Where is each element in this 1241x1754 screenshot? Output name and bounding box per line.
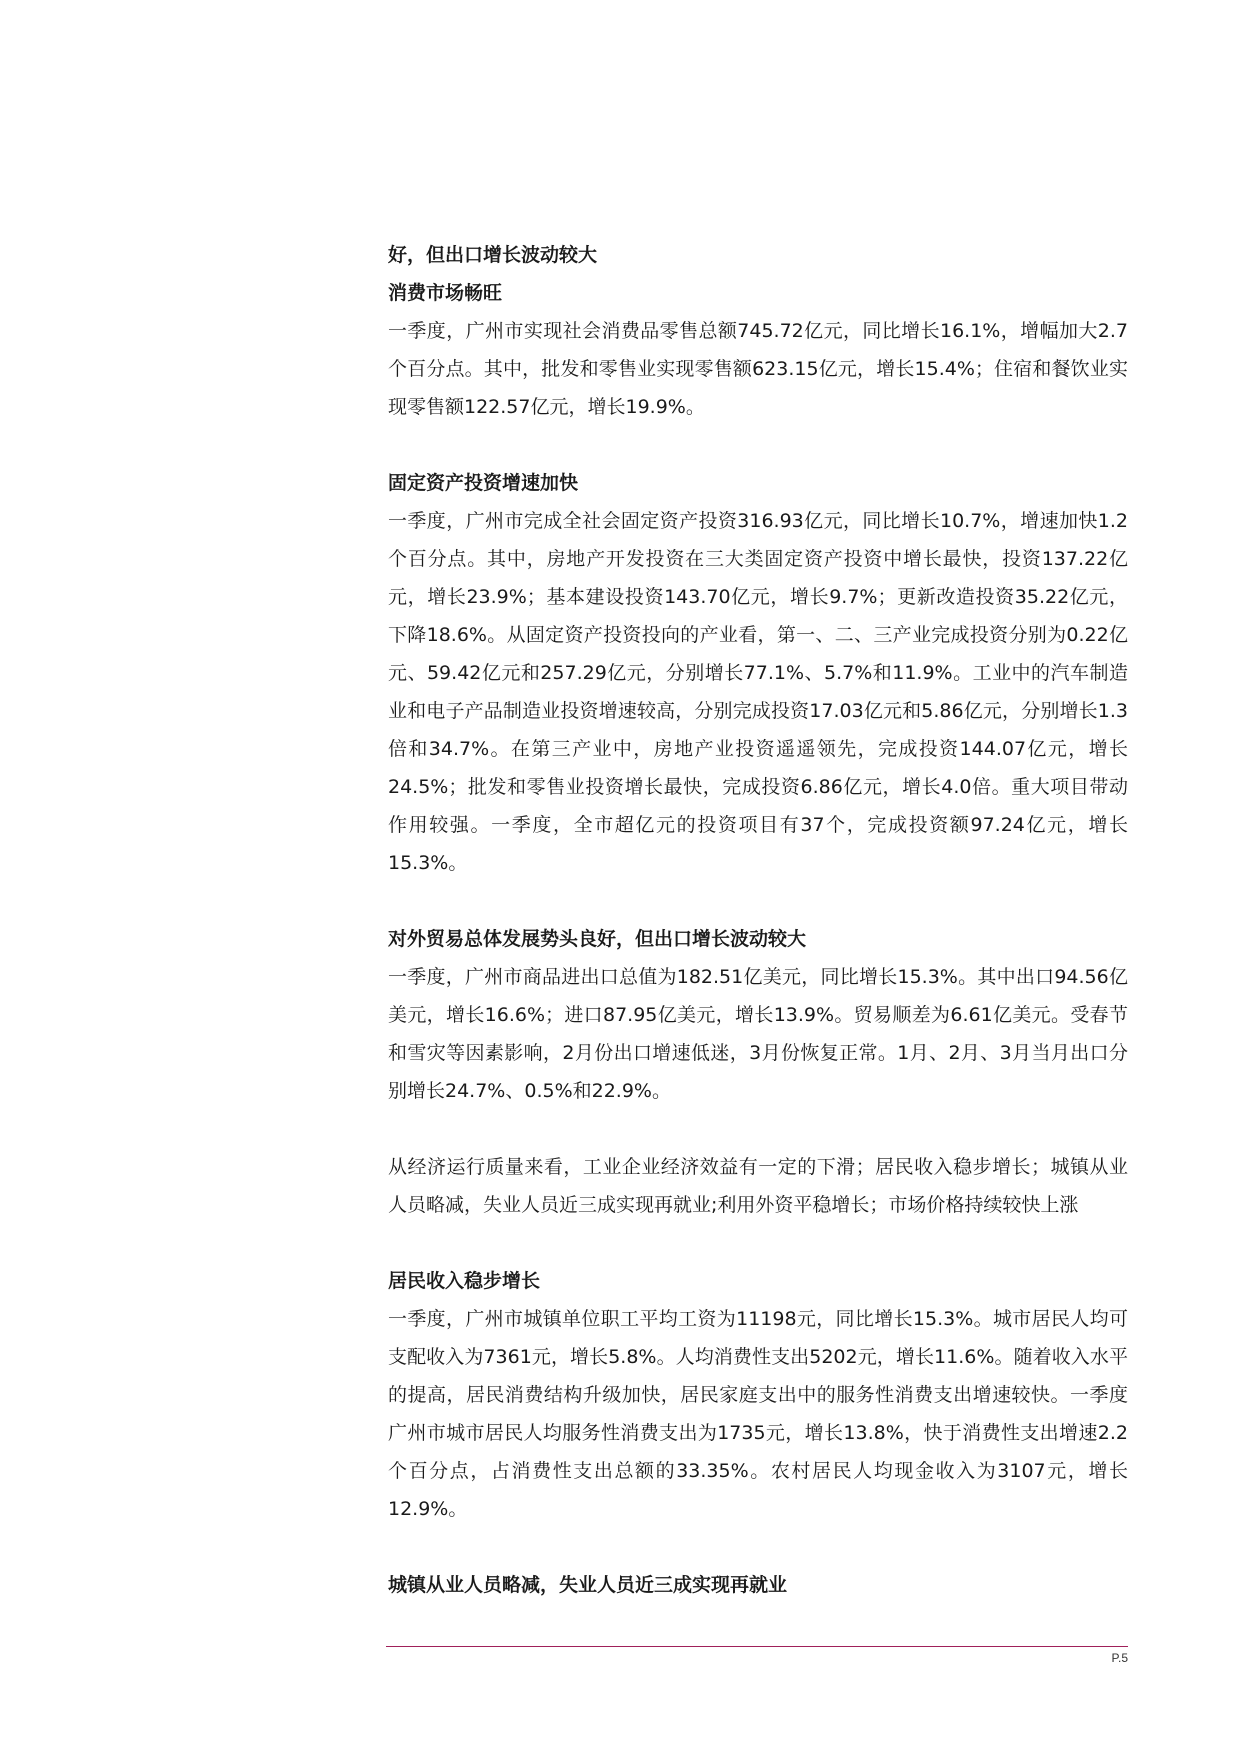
section-heading-consumption: 消费市场畅旺: [388, 282, 503, 304]
section-heading-fixed-investment: 固定资产投资增速加快: [388, 472, 579, 494]
document-body: [388, 236, 1128, 1604]
paragraph-foreign-trade: 一季度，广州市商品进出口总值为182.51亿美元，同比增长15.3%。其中出口94.56亿美元，增长16.6%；进口87.95亿美元，增长13.9%。贸易顺差为6.61亿美元。受春节和雪灾等因素影响，2月份出口增速低迷，3月份恢复正常。1月、2月、3月当月出口分别增长24.7%、0.5%和22.9%。: [388, 966, 1128, 1102]
paragraph-gap: [388, 1528, 1128, 1566]
paragraph-economic-quality: 从经济运行质量来看，工业企业经济效益有一定的下滑；居民收入稳步增长；城镇从业人员略减，失业人员近三成实现再就业;利用外资平稳增长；市场价格持续较快上涨: [388, 1156, 1128, 1216]
section-heading-continued: 好，但出口增长波动较大: [388, 244, 598, 266]
section-heading-employment: 城镇从业人员略减，失业人员近三成实现再就业: [388, 1574, 788, 1596]
section-heading-foreign-trade: 对外贸易总体发展势头良好，但出口增长波动较大: [388, 928, 807, 950]
paragraph-gap: [388, 1224, 1128, 1262]
paragraph-resident-income: 一季度，广州市城镇单位职工平均工资为11198元，同比增长15.3%。城市居民人均可支配收入为7361元，增长5.8%。人均消费性支出5202元，增长11.6%。随着收入水平的提高，居民消费结构升级加快，居民家庭支出中的服务性消费支出增速较快。一季度广州市城市居民人均服务性消费支出为1735元，增长13.8%，快于消费性支出增速2.2个百分点，占消费性支出总额的33.35%。农村居民人均现金收入为3107元，增长12.9%。: [388, 1308, 1128, 1520]
paragraph-fixed-investment: 一季度，广州市完成全社会固定资产投资316.93亿元，同比增长10.7%，增速加快1.2个百分点。其中，房地产开发投资在三大类固定资产投资中增长最快，投资137.22亿元，增长23.9%；基本建设投资143.70亿元，增长9.7%；更新改造投资35.22亿元，下降18.6%。从固定资产投资投向的产业看，第一、二、三产业完成投资分别为0.22亿元、59.42亿元和257.29亿元，分别增长77.1%、5.7%和11.9%。工业中的汽车制造业和电子产品制造业投资增速较高，分别完成投资17.03亿元和5.86亿元，分别增长1.3倍和34.7%。在第三产业中，房地产业投资遥遥领先，完成投资144.07亿元，增长24.5%；批发和零售业投资增长最快，完成投资6.86亿元，增长4.0倍。重大项目带动作用较强。一季度，全市超亿元的投资项目有37个，完成投资额97.24亿元，增长15.3%。: [388, 510, 1128, 874]
page-number: P.5: [1111, 1651, 1128, 1665]
section-heading-resident-income: 居民收入稳步增长: [388, 1270, 541, 1292]
paragraph-gap: [388, 882, 1128, 920]
footer-divider: [386, 1646, 1128, 1647]
paragraph-gap: [388, 426, 1128, 464]
paragraph-gap: [388, 1110, 1128, 1148]
paragraph-consumption: 一季度，广州市实现社会消费品零售总额745.72亿元，同比增长16.1%，增幅加大2.7个百分点。其中，批发和零售业实现零售额623.15亿元，增长15.4%；住宿和餐饮业实现零售额122.57亿元，增长19.9%。: [388, 320, 1128, 418]
